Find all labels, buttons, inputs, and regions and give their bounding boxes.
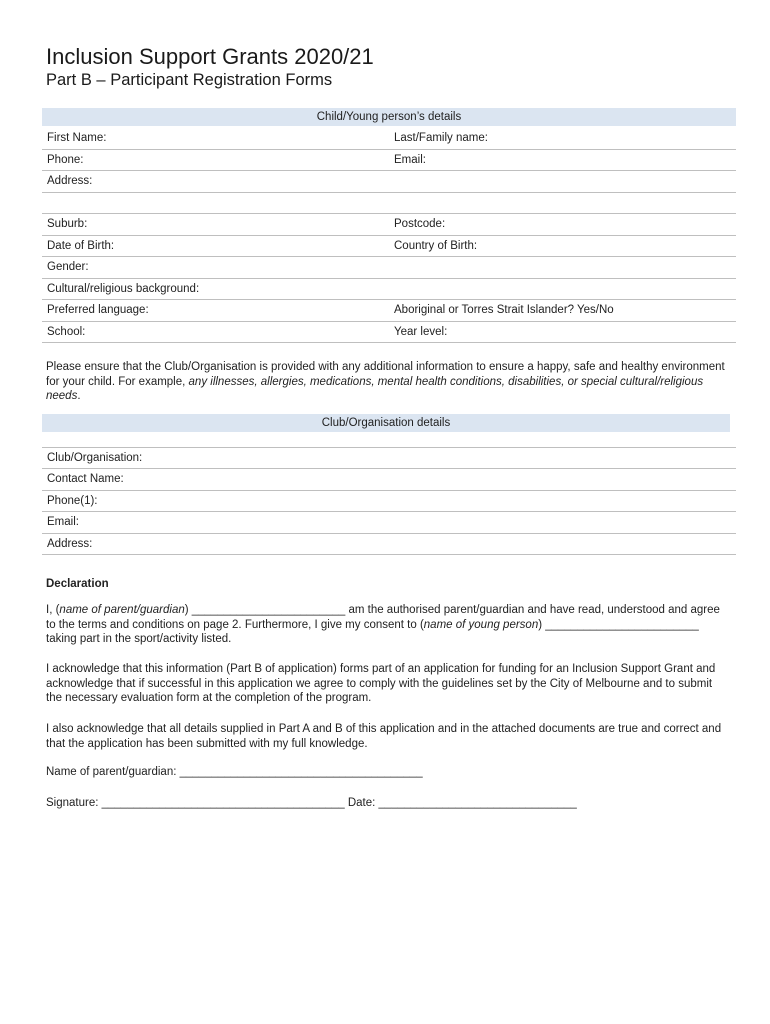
suburb-label: Suburb: xyxy=(47,218,88,230)
table-row xyxy=(42,193,736,215)
child-details-table xyxy=(42,128,736,343)
club-organisation-label: Club/Organisation: xyxy=(47,451,143,464)
decl-p1-b: ) ________________________ am the authorised parent/guardian and have read, understood and agree to the terms and conditions on page 2. Furthermore, I give my consent to ( xyxy=(46,604,720,631)
page-title: Inclusion Support Grants 2020/21 xyxy=(46,44,374,69)
table-row xyxy=(42,128,736,150)
club-details-table xyxy=(42,426,736,555)
phone-label: Phone: xyxy=(47,153,84,166)
parent-name-line: Name of parent/guardian: ______________________________________ xyxy=(46,766,423,778)
first-name-label: First Name: xyxy=(47,132,107,144)
address-label: Address: xyxy=(47,175,93,187)
declaration-paragraph-3: I also acknowledge that all details supplied in Part A and B of this application and in the attached documents are true and correct and that the application has been submitted with my full knowledge. xyxy=(46,723,722,750)
decl-p1-a: I, ( xyxy=(46,604,60,616)
decl-p1-italic-parent: name of parent/guardian xyxy=(59,604,185,616)
table-row xyxy=(42,150,736,172)
note-text-start: Please ensure that the Club/Organisation is provided with any additional information to ensure a happy, safe and healthy environment for your child. For example, xyxy=(46,361,725,388)
last-name-label: Last/Family name: xyxy=(394,132,488,144)
signature-date-line: Signature: ______________________________________ Date: _______________________________ xyxy=(46,797,577,809)
table-row xyxy=(42,279,736,301)
preferred-language-label: Preferred language: xyxy=(47,304,149,316)
table-row xyxy=(42,426,736,448)
declaration-title: Declaration xyxy=(46,578,109,590)
school-label: School: xyxy=(47,325,86,338)
year-level-label: Year level: xyxy=(394,325,448,338)
country-of-birth-label: Country of Birth: xyxy=(394,239,478,252)
contact-name-label: Contact Name: xyxy=(47,473,124,485)
decl-p1-italic-young-person: name of young person xyxy=(423,618,539,631)
club-email-label: Email: xyxy=(47,516,79,528)
table-row xyxy=(42,300,736,322)
table-row xyxy=(42,512,736,534)
date-of-birth-label: Date of Birth: xyxy=(47,239,115,252)
table-row xyxy=(42,322,736,344)
table-row xyxy=(42,214,736,236)
aboriginal-torres-strait-label: Aboriginal or Torres Strait Islander? Yes/No xyxy=(394,304,614,316)
declaration-paragraph-2: I acknowledge that this information (Part B of application) forms part of an application for funding for an Inclusion Support Grant and acknowledge that if successful in this application we agree to comply with the guidelines set by the City of Melbourne and to submit the necessary evaluation form at the completion of the program. xyxy=(46,663,716,704)
gender-label: Gender: xyxy=(47,261,89,273)
table-row xyxy=(42,171,736,193)
declaration-paragraph-1 xyxy=(46,603,726,647)
table-row xyxy=(42,469,736,491)
postcode-label: Postcode: xyxy=(394,218,446,230)
cultural-background-label: Cultural/religious background: xyxy=(47,282,200,295)
page-subtitle: Part B – Participant Registration Forms xyxy=(46,71,333,89)
email-label: Email: xyxy=(394,153,426,166)
child-details-header: Child/Young person’s details xyxy=(42,108,736,126)
note-text-end: . xyxy=(77,390,81,402)
table-row xyxy=(42,236,736,258)
table-row xyxy=(42,448,736,470)
note-text-italic: any illnesses, allergies, medications, mental health conditions, disabilities, or special cultural/religious needs xyxy=(46,375,704,402)
table-row xyxy=(42,534,736,556)
additional-info-note xyxy=(46,360,726,404)
club-address-label: Address: xyxy=(47,537,93,550)
table-row xyxy=(42,257,736,279)
club-phone-label: Phone(1): xyxy=(47,494,98,507)
club-details-header: Club/Organisation details xyxy=(42,414,730,432)
decl-p1-c: ) ________________________ taking part in the sport/activity listed. xyxy=(46,618,699,645)
table-row xyxy=(42,491,736,513)
